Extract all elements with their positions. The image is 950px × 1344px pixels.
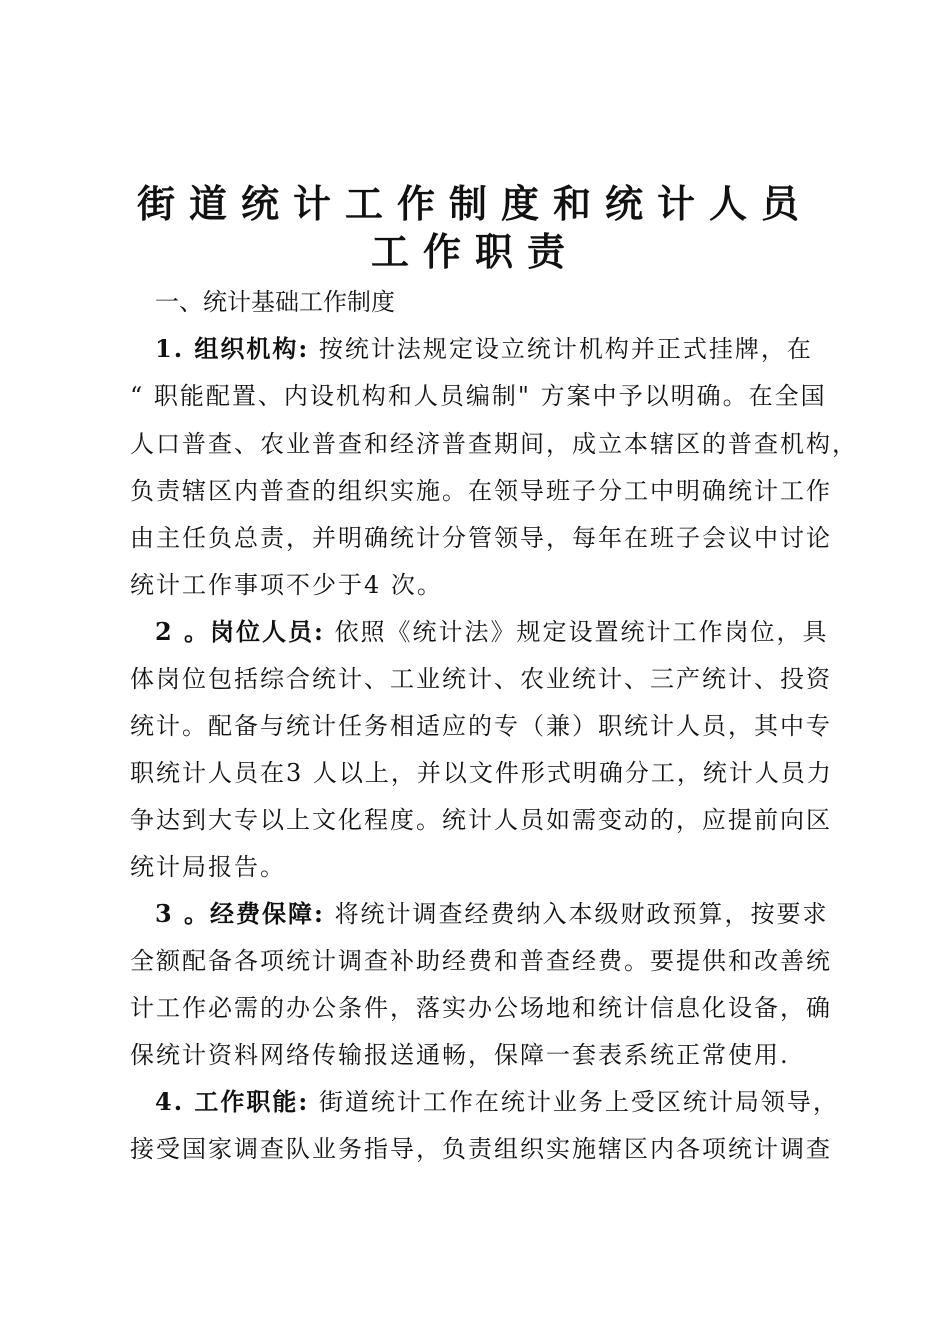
paragraph-3-line-4: 保统计资料网络传输报送通畅，保障一套表系统正常使用.	[130, 1041, 790, 1069]
item-3-label: 3 。经费保障:	[155, 899, 325, 928]
paragraph-1-line-6: 统计工作事项不少于4 次。	[130, 571, 443, 599]
paragraph-2-line-6: 统计局报告。	[130, 853, 286, 881]
paragraph-3-line-3: 计工作必需的办公条件，落实办公场地和统计信息化设备，确	[130, 994, 832, 1022]
item-4-label: 4. 工作职能:	[155, 1087, 310, 1116]
section-heading: 一、统计基础工作制度	[155, 288, 395, 316]
paragraph-1-line-1	[155, 333, 875, 365]
paragraph-2-line-4: 职统计人员在3 人以上，并以文件形式明确分工，统计人员力	[130, 759, 833, 787]
paragraph-1-line-2: “ 职能配置、内设机构和人员编制" 方案中予以明确。在全国	[130, 382, 827, 410]
paragraph-2-line-3: 统计。配备与统计任务相适应的专（兼）职统计人员，其中专	[130, 712, 832, 740]
document-title-line-1: 街道统计工作制度和统计人员	[136, 181, 813, 226]
item-3-text-1: 将统计调查经费纳入本级财政预算，按要求	[334, 900, 829, 928]
paragraph-4-line-2: 接受国家调查队业务指导，负责组织实施辖区内各项统计调查	[130, 1135, 832, 1163]
item-1-text-1: 按统计法规定设立统计机构并正式挂牌，在	[318, 335, 813, 363]
paragraph-1-line-4: 负责辖区内普查的组织实施。在领导班子分工中明确统计工作	[130, 477, 832, 505]
paragraph-2-line-5: 争达到大专以上文化程度。统计人员如需变动的，应提前向区	[130, 806, 832, 834]
item-2-text-1: 依照《统计法》规定设置统计工作岗位，具	[334, 618, 829, 646]
paragraph-1-line-3: 人口普查、农业普查和经济普查期间，成立本辖区的普查机构，	[130, 430, 858, 458]
paragraph-3-line-2: 全额配备各项统计调查补助经费和普查经费。要提供和改善统	[130, 947, 832, 975]
item-1-label: 1. 组织机构:	[155, 334, 310, 363]
item-2-label: 2 。岗位人员:	[155, 617, 325, 646]
paragraph-1-line-5: 由主任负总责，并明确统计分管领导，每年在班子会议中讨论	[130, 524, 832, 552]
paragraph-2-line-1	[155, 616, 875, 648]
paragraph-3-line-1	[155, 898, 875, 930]
item-4-text-1: 街道统计工作在统计业务上受区统计局领导，	[318, 1088, 839, 1116]
document-title-line-2: 工作职责	[370, 229, 579, 274]
paragraph-2-line-2: 体岗位包括综合统计、工业统计、农业统计、三产统计、投资	[130, 665, 832, 693]
paragraph-4-line-1	[155, 1086, 875, 1118]
